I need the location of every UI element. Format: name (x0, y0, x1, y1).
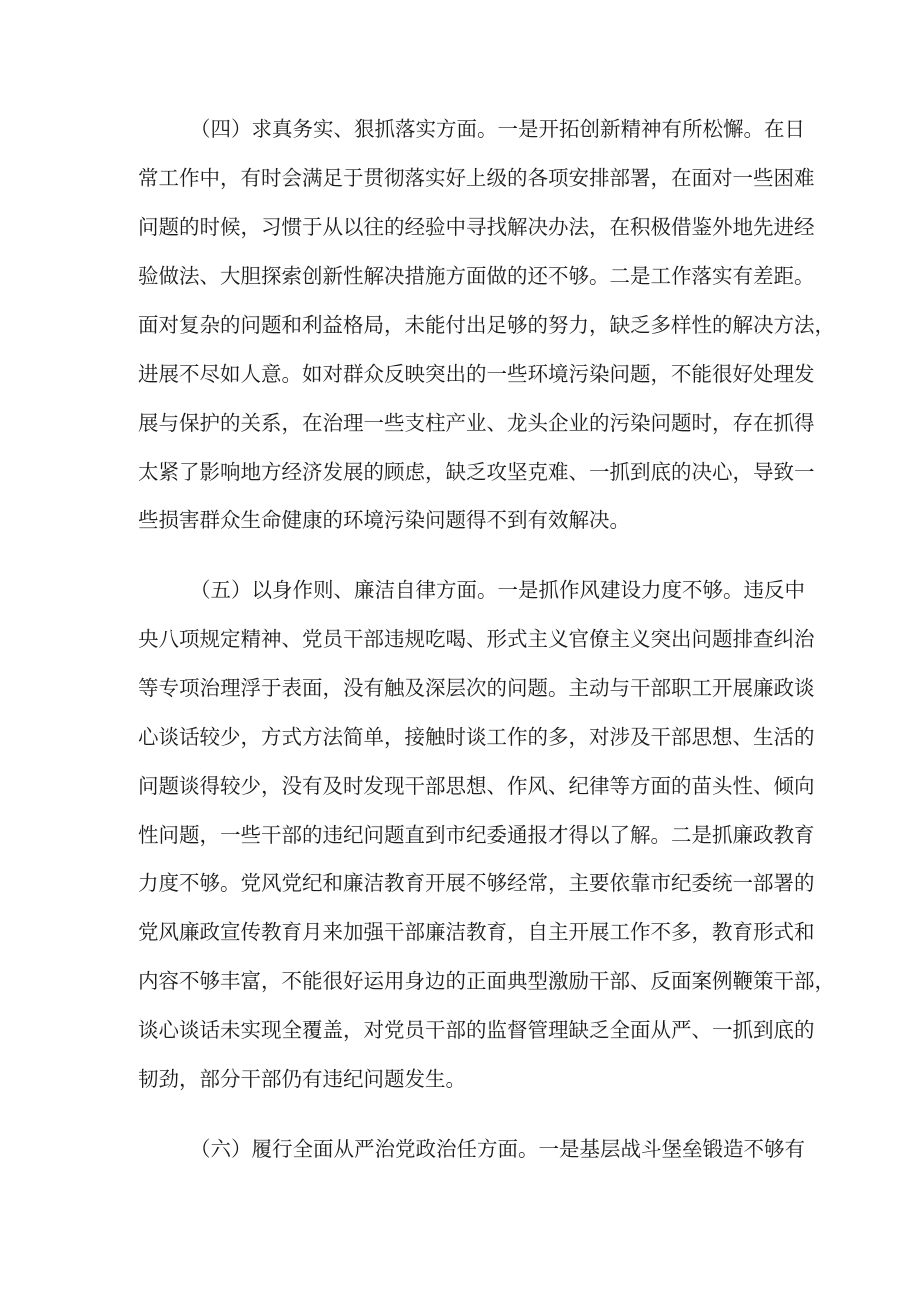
text-line: 问题谈得较少，没有及时发现干部思想、作风、纪律等方面的苗头性、倾向 (138, 774, 815, 798)
text-line: 面对复杂的问题和利益格局，未能付出足够的努力，缺乏多样性的解决方法， (138, 313, 835, 337)
text-line: （六）履行全面从严治党政治任方面。一是基层战斗堡垒锻造不够有 (190, 1137, 805, 1161)
text-line: 验做法、大胆探索创新性解决措施方面做的还不够。二是工作落实有差距。 (138, 264, 815, 288)
text-line: 展与保护的关系，在治理一些支柱产业、龙头企业的污染问题时，存在抓得 (138, 411, 815, 435)
text-line: 问题的时候，习惯于从以往的经验中寻找解决办法，在积极借鉴外地先进经 (138, 215, 815, 239)
text-line: （四）求真务实、狠抓落实方面。一是开拓创新精神有所松懈。在日 (190, 117, 805, 141)
text-line: 党风廉政宣传教育月来加强干部廉洁教育，自主开展工作不多，教育形式和 (138, 920, 815, 944)
text-line: 等专项治理浮于表面，没有触及深层次的问题。主动与干部职工开展廉政谈 (138, 676, 815, 700)
text-line: 谈心谈话未实现全覆盖，对党员干部的监督管理缺乏全面从严、一抓到底的 (138, 1018, 815, 1042)
text-line: 进展不尽如人意。如对群众反映突出的一些环境污染问题，不能很好处理发 (138, 362, 815, 386)
text-line: 常工作中，有时会满足于贯彻落实好上级的各项安排部署，在面对一些困难 (138, 166, 815, 190)
text-line: 些损害群众生命健康的环境污染问题得不到有效解决。 (138, 508, 630, 532)
text-line: 内容不够丰富，不能很好运用身边的正面典型激励干部、反面案例鞭策干部， (138, 969, 835, 993)
text-line: 央八项规定精神、党员干部违规吃喝、形式主义官僚主义突出问题排查纠治 (138, 627, 815, 651)
text-line: （五）以身作则、廉洁自律方面。一是抓作风建设力度不够。违反中 (190, 578, 805, 602)
text-line: 韧劲，部分干部仍有违纪问题发生。 (138, 1067, 466, 1091)
text-line: 性问题，一些干部的违纪问题直到市纪委通报才得以了解。二是抓廉政教育 (138, 823, 815, 847)
text-line: 力度不够。党风党纪和廉洁教育开展不够经常，主要依靠市纪委统一部署的 (138, 871, 815, 895)
text-line: 太紧了影响地方经济发展的顾虑，缺乏攻坚克难、一抓到底的决心，导致一 (138, 460, 815, 484)
text-line: 心谈话较少，方式方法简单，接触时谈工作的多，对涉及干部思想、生活的 (138, 725, 815, 749)
